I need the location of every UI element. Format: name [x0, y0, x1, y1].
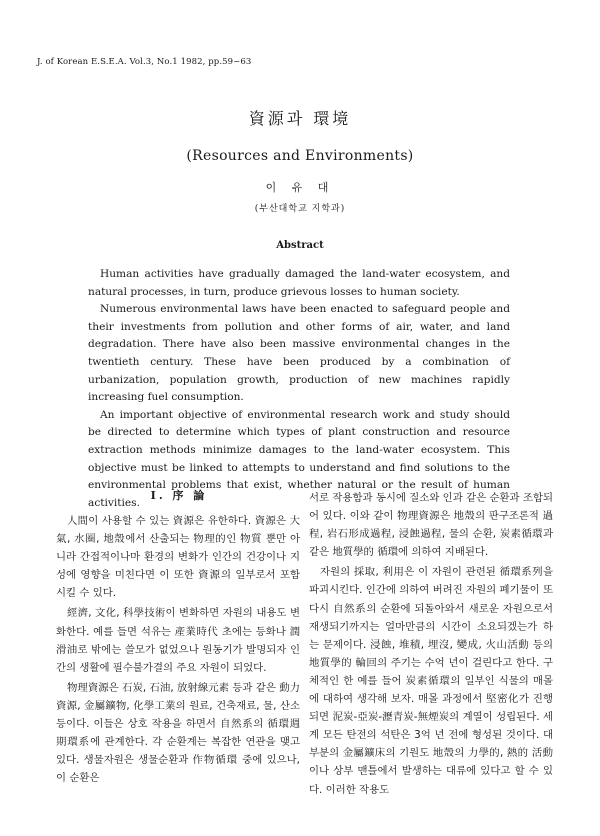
abstract-heading: Abstract — [276, 240, 324, 251]
author-name: 이 유 대 — [265, 181, 335, 194]
body-paragraph: 자원의 採取, 利用은 이 자원이 관련된 循環系列을 파괴시킨다. 인간에 의하여 버려진 자원의 폐기물이 또다시 自然系의 순환에 되돌아와서 새로운 자원으로서 재생되기까지는 얼마만큼의 시간이 소요되겠는가 하는 문제이다. 浸蝕, 堆積, 埋沒, 變成, 火山活動 등의 地質學的 輪回의 주기는 수억 년이 걸린다고 한다. 구체적인 한 예를 들어 炭素循環의 일부인 식물의 매몰에 대하여 생각해 보자. 매몰 과정에서 堅密化가 진행되면 泥炭-亞炭-瀝青炭-無煙炭의 계열이 성립된다. 세계 모든 탄전의 석탄은 3억 년 전에 형성된 것이다. 대부분의 金屬鑛床의 기원도 地殼의 力學的, 熱的 活動이나 상부 맨틀에서 발생하는 대류에 있다고 할 수 있다. 이러한 작용도 — [309, 566, 553, 796]
section-heading-introduction: I. 序 論 — [150, 489, 208, 502]
abstract-body — [88, 266, 510, 512]
body-paragraph: 人間이 사용할 수 있는 資源은 유한하다. 資源은 大氣, 水圈, 地殼에서 산출되는 物理的인 物質 뿐만 아니라 간접적이나마 환경의 변화가 인간의 건강이나 지성에 영향을 미친다면 이 또한 資源의 일부로서 포함시킬 수 있다. — [56, 515, 300, 600]
body-paragraph: 서로 작용함과 동시에 질소와 인과 같은 순환과 조합되어 있다. 이와 같이 物理資源은 地殼의 판구조론적 過程, 岩石形成過程, 浸蝕過程, 물의 순환, 炭素循環과 같은 地質學的 循環에 의하여 지배된다. — [309, 492, 553, 559]
abstract-paragraph: An important objective of environmental research work and study should be directed to determine which types of plant construction and resource extraction methods minimize damages to the land-water ecosystem. This objective must be linked to attempts to understand and find solutions to the environmental problems that exist, whether natural or the result of human activities. — [88, 408, 510, 509]
body-paragraph: 經濟, 文化, 科學技術이 변화하면 자원의 내용도 변화한다. 예를 들면 석유는 產業時代 초에는 등화나 潤滑油로 밖에는 쓸모가 없었으나 원동기가 발명되자 인간의 생활에 필수불가결의 주요 자원이 되었다. — [56, 607, 300, 674]
body-column-left — [56, 512, 300, 789]
body-column-right — [309, 489, 553, 801]
body-paragraph: 物理資源은 石炭, 石油, 放射線元素 등과 같은 動力資源, 金屬鑛物, 化學工業의 원료, 건축재료, 물, 산소 등이다. 이들은 상호 작용을 하면서 自然系의 循環週期環系에 관계한다. 각 순환계는 복잡한 연관을 맺고 있다. 생물자원은 생물순환과 作物循環 중에 있으나, 이 순환은 — [56, 681, 300, 785]
paper-title-korean: 資源과 環境 — [248, 109, 352, 128]
paper-title-english: (Resources and Environments) — [186, 148, 414, 164]
abstract-paragraph: Numerous environmental laws have been enacted to safeguard people and their investments from pollution and other forms of air, water, and land degradation. There have also been massive environmental changes in the twentieth century. These have been produced by a combination of urbanization, population growth, production of new machines rapidly increasing fuel consumption. — [88, 303, 510, 404]
journal-citation: J. of Korean E.S.E.A. Vol.3, No.1 1982, pp.59~63 — [37, 57, 252, 67]
author-affiliation: (부산대학교 지학과) — [254, 204, 346, 214]
abstract-paragraph: Human activities have gradually damaged the land-water ecosystem, and natural processes, in turn, produce grievous losses to human society. — [88, 268, 510, 298]
